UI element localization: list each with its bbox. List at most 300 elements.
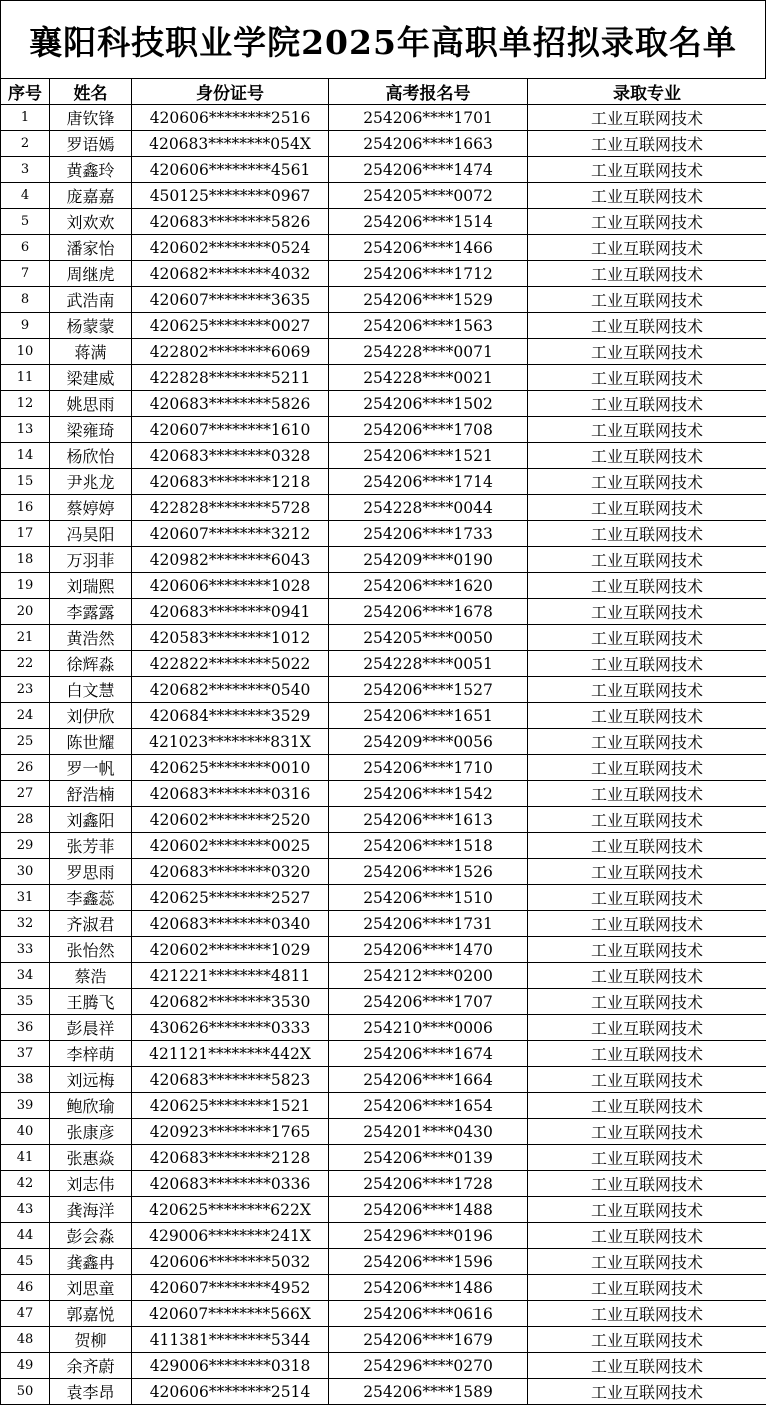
table-row (1, 1145, 766, 1171)
cell-exam-number: 254206****1529 (329, 287, 528, 313)
cell-seq: 6 (1, 235, 50, 261)
cell-exam-number: 254206****1488 (329, 1197, 528, 1223)
cell-name: 刘远梅 (50, 1067, 132, 1093)
table-row (1, 781, 766, 807)
table-row (1, 521, 766, 547)
cell-seq: 28 (1, 807, 50, 833)
table-row (1, 1379, 766, 1405)
cell-seq: 18 (1, 547, 50, 573)
cell-id-number: 411381********5344 (132, 1327, 329, 1353)
cell-major: 工业互联网技术 (528, 313, 766, 339)
table-row (1, 859, 766, 885)
cell-name: 周继虎 (50, 261, 132, 287)
cell-name: 唐钦锋 (50, 105, 132, 131)
cell-seq: 33 (1, 937, 50, 963)
cell-major: 工业互联网技术 (528, 105, 766, 131)
cell-exam-number: 254206****0139 (329, 1145, 528, 1171)
cell-major: 工业互联网技术 (528, 807, 766, 833)
cell-id-number: 422802********6069 (132, 339, 329, 365)
header-major: 录取专业 (528, 79, 766, 105)
header-name: 姓名 (50, 79, 132, 105)
cell-major: 工业互联网技术 (528, 1067, 766, 1093)
cell-seq: 17 (1, 521, 50, 547)
cell-name: 罗语嫣 (50, 131, 132, 157)
cell-seq: 16 (1, 495, 50, 521)
cell-seq: 9 (1, 313, 50, 339)
cell-major: 工业互联网技术 (528, 235, 766, 261)
cell-id-number: 420683********0336 (132, 1171, 329, 1197)
cell-major: 工业互联网技术 (528, 547, 766, 573)
cell-name: 张怡然 (50, 937, 132, 963)
cell-exam-number: 254206****1589 (329, 1379, 528, 1405)
cell-major: 工业互联网技术 (528, 1223, 766, 1249)
cell-id-number: 422828********5728 (132, 495, 329, 521)
cell-id-number: 420923********1765 (132, 1119, 329, 1145)
table-row (1, 547, 766, 573)
table-row (1, 1327, 766, 1353)
cell-id-number: 420682********4032 (132, 261, 329, 287)
cell-name: 白文慧 (50, 677, 132, 703)
table-row (1, 963, 766, 989)
cell-name: 罗思雨 (50, 859, 132, 885)
cell-exam-number: 254205****0050 (329, 625, 528, 651)
cell-id-number: 420625********0027 (132, 313, 329, 339)
table-row (1, 469, 766, 495)
table-row (1, 573, 766, 599)
cell-name: 梁雍琦 (50, 417, 132, 443)
cell-name: 齐淑君 (50, 911, 132, 937)
cell-exam-number: 254206****1613 (329, 807, 528, 833)
cell-name: 冯昊阳 (50, 521, 132, 547)
cell-major: 工业互联网技术 (528, 703, 766, 729)
cell-name: 刘伊欣 (50, 703, 132, 729)
cell-seq: 13 (1, 417, 50, 443)
cell-exam-number: 254206****1466 (329, 235, 528, 261)
cell-major: 工业互联网技术 (528, 859, 766, 885)
cell-id-number: 420683********0316 (132, 781, 329, 807)
table-row (1, 235, 766, 261)
cell-name: 黄鑫玲 (50, 157, 132, 183)
cell-name: 杨欣怡 (50, 443, 132, 469)
cell-id-number: 420683********054X (132, 131, 329, 157)
cell-exam-number: 254206****1728 (329, 1171, 528, 1197)
cell-exam-number: 254206****1731 (329, 911, 528, 937)
cell-major: 工业互联网技术 (528, 1015, 766, 1041)
cell-id-number: 420982********6043 (132, 547, 329, 573)
cell-id-number: 420683********0941 (132, 599, 329, 625)
table-row (1, 1197, 766, 1223)
cell-id-number: 450125********0967 (132, 183, 329, 209)
table-row (1, 157, 766, 183)
cell-major: 工业互联网技术 (528, 365, 766, 391)
cell-exam-number: 254206****1710 (329, 755, 528, 781)
cell-id-number: 420683********0328 (132, 443, 329, 469)
cell-exam-number: 254228****0051 (329, 651, 528, 677)
cell-exam-number: 254206****1521 (329, 443, 528, 469)
table-row (1, 729, 766, 755)
cell-name: 武浩南 (50, 287, 132, 313)
cell-exam-number: 254206****1542 (329, 781, 528, 807)
cell-name: 徐辉淼 (50, 651, 132, 677)
cell-name: 陈世耀 (50, 729, 132, 755)
cell-exam-number: 254206****1663 (329, 131, 528, 157)
cell-major: 工业互联网技术 (528, 521, 766, 547)
cell-major: 工业互联网技术 (528, 339, 766, 365)
cell-exam-number: 254210****0006 (329, 1015, 528, 1041)
cell-seq: 30 (1, 859, 50, 885)
cell-seq: 36 (1, 1015, 50, 1041)
table-row (1, 651, 766, 677)
table-row (1, 443, 766, 469)
table-row (1, 339, 766, 365)
cell-major: 工业互联网技术 (528, 1249, 766, 1275)
cell-name: 蔡浩 (50, 963, 132, 989)
cell-id-number: 420683********5826 (132, 209, 329, 235)
cell-seq: 41 (1, 1145, 50, 1171)
cell-seq: 8 (1, 287, 50, 313)
table-row (1, 1093, 766, 1119)
cell-name: 舒浩楠 (50, 781, 132, 807)
cell-seq: 40 (1, 1119, 50, 1145)
cell-major: 工业互联网技术 (528, 599, 766, 625)
cell-seq: 43 (1, 1197, 50, 1223)
cell-name: 刘欢欢 (50, 209, 132, 235)
cell-seq: 11 (1, 365, 50, 391)
cell-id-number: 420606********2514 (132, 1379, 329, 1405)
cell-id-number: 420625********622X (132, 1197, 329, 1223)
cell-major: 工业互联网技术 (528, 1197, 766, 1223)
cell-name: 李梓萌 (50, 1041, 132, 1067)
cell-exam-number: 254206****1514 (329, 209, 528, 235)
cell-seq: 5 (1, 209, 50, 235)
cell-name: 鲍欣瑜 (50, 1093, 132, 1119)
cell-name: 贺柳 (50, 1327, 132, 1353)
table-row (1, 1353, 766, 1379)
cell-exam-number: 254228****0044 (329, 495, 528, 521)
cell-id-number: 420606********4561 (132, 157, 329, 183)
cell-seq: 4 (1, 183, 50, 209)
cell-id-number: 420625********2527 (132, 885, 329, 911)
cell-major: 工业互联网技术 (528, 781, 766, 807)
cell-seq: 23 (1, 677, 50, 703)
cell-seq: 39 (1, 1093, 50, 1119)
cell-exam-number: 254206****1651 (329, 703, 528, 729)
cell-exam-number: 254206****1620 (329, 573, 528, 599)
cell-major: 工业互联网技术 (528, 1353, 766, 1379)
cell-seq: 15 (1, 469, 50, 495)
cell-major: 工业互联网技术 (528, 937, 766, 963)
cell-name: 彭晨祥 (50, 1015, 132, 1041)
cell-id-number: 420682********0540 (132, 677, 329, 703)
cell-name: 李鑫蕊 (50, 885, 132, 911)
table-body (1, 105, 766, 1405)
cell-major: 工业互联网技术 (528, 1145, 766, 1171)
cell-id-number: 420683********0320 (132, 859, 329, 885)
cell-seq: 34 (1, 963, 50, 989)
table-row (1, 1041, 766, 1067)
cell-exam-number: 254209****0056 (329, 729, 528, 755)
table-row (1, 755, 766, 781)
table-row (1, 703, 766, 729)
cell-seq: 29 (1, 833, 50, 859)
cell-id-number: 420683********5826 (132, 391, 329, 417)
cell-major: 工业互联网技术 (528, 157, 766, 183)
cell-name: 万羽菲 (50, 547, 132, 573)
table-row (1, 105, 766, 131)
table-row (1, 313, 766, 339)
cell-major: 工业互联网技术 (528, 1327, 766, 1353)
cell-exam-number: 254206****1526 (329, 859, 528, 885)
cell-seq: 21 (1, 625, 50, 651)
table-row (1, 1067, 766, 1093)
cell-major: 工业互联网技术 (528, 885, 766, 911)
cell-seq: 42 (1, 1171, 50, 1197)
cell-name: 蔡婷婷 (50, 495, 132, 521)
cell-name: 龚鑫冉 (50, 1249, 132, 1275)
table-header-row (1, 79, 766, 105)
cell-id-number: 420602********0025 (132, 833, 329, 859)
table-row (1, 807, 766, 833)
cell-major: 工业互联网技术 (528, 131, 766, 157)
cell-name: 张芳菲 (50, 833, 132, 859)
cell-seq: 32 (1, 911, 50, 937)
table-row (1, 1119, 766, 1145)
cell-seq: 45 (1, 1249, 50, 1275)
cell-exam-number: 254206****0616 (329, 1301, 528, 1327)
cell-seq: 2 (1, 131, 50, 157)
cell-seq: 3 (1, 157, 50, 183)
cell-seq: 24 (1, 703, 50, 729)
cell-name: 黄浩然 (50, 625, 132, 651)
cell-id-number: 420607********3635 (132, 287, 329, 313)
cell-name: 余齐蔚 (50, 1353, 132, 1379)
cell-exam-number: 254206****1701 (329, 105, 528, 131)
cell-major: 工业互联网技术 (528, 1379, 766, 1405)
cell-exam-number: 254206****1678 (329, 599, 528, 625)
cell-exam-number: 254206****1707 (329, 989, 528, 1015)
cell-seq: 26 (1, 755, 50, 781)
header-id-number: 身份证号 (132, 79, 329, 105)
cell-id-number: 420607********566X (132, 1301, 329, 1327)
cell-major: 工业互联网技术 (528, 261, 766, 287)
cell-name: 袁李昂 (50, 1379, 132, 1405)
cell-seq: 25 (1, 729, 50, 755)
cell-id-number: 420607********4952 (132, 1275, 329, 1301)
cell-id-number: 420602********0524 (132, 235, 329, 261)
table-row (1, 599, 766, 625)
cell-seq: 19 (1, 573, 50, 599)
cell-id-number: 420683********0340 (132, 911, 329, 937)
cell-seq: 50 (1, 1379, 50, 1405)
cell-name: 潘家怡 (50, 235, 132, 261)
cell-id-number: 421221********4811 (132, 963, 329, 989)
table-row (1, 937, 766, 963)
cell-seq: 37 (1, 1041, 50, 1067)
cell-major: 工业互联网技术 (528, 417, 766, 443)
cell-id-number: 420625********1521 (132, 1093, 329, 1119)
table-row (1, 417, 766, 443)
cell-name: 姚思雨 (50, 391, 132, 417)
cell-exam-number: 254206****1510 (329, 885, 528, 911)
cell-exam-number: 254206****1674 (329, 1041, 528, 1067)
table-row (1, 1249, 766, 1275)
cell-major: 工业互联网技术 (528, 1093, 766, 1119)
cell-seq: 14 (1, 443, 50, 469)
cell-exam-number: 254206****1596 (329, 1249, 528, 1275)
table-row (1, 131, 766, 157)
cell-id-number: 429006********0318 (132, 1353, 329, 1379)
cell-id-number: 421121********442X (132, 1041, 329, 1067)
cell-exam-number: 254206****1654 (329, 1093, 528, 1119)
cell-major: 工业互联网技术 (528, 625, 766, 651)
cell-exam-number: 254206****1679 (329, 1327, 528, 1353)
cell-id-number: 422822********5022 (132, 651, 329, 677)
cell-major: 工业互联网技术 (528, 183, 766, 209)
cell-name: 李露露 (50, 599, 132, 625)
table-row (1, 833, 766, 859)
cell-name: 蒋满 (50, 339, 132, 365)
table-row (1, 885, 766, 911)
cell-id-number: 420606********2516 (132, 105, 329, 131)
cell-name: 刘瑞熙 (50, 573, 132, 599)
cell-major: 工业互联网技术 (528, 911, 766, 937)
cell-major: 工业互联网技术 (528, 1275, 766, 1301)
cell-seq: 7 (1, 261, 50, 287)
cell-exam-number: 254201****0430 (329, 1119, 528, 1145)
cell-major: 工业互联网技术 (528, 391, 766, 417)
cell-exam-number: 254228****0071 (329, 339, 528, 365)
cell-name: 张惠焱 (50, 1145, 132, 1171)
cell-major: 工业互联网技术 (528, 677, 766, 703)
cell-name: 刘思童 (50, 1275, 132, 1301)
cell-major: 工业互联网技术 (528, 1301, 766, 1327)
cell-exam-number: 254206****1563 (329, 313, 528, 339)
table-row (1, 1223, 766, 1249)
cell-seq: 10 (1, 339, 50, 365)
cell-major: 工业互联网技术 (528, 833, 766, 859)
cell-exam-number: 254206****1527 (329, 677, 528, 703)
table-row (1, 1275, 766, 1301)
cell-id-number: 420682********3530 (132, 989, 329, 1015)
cell-major: 工业互联网技术 (528, 443, 766, 469)
cell-name: 罗一帆 (50, 755, 132, 781)
cell-id-number: 420606********1028 (132, 573, 329, 599)
cell-major: 工业互联网技术 (528, 989, 766, 1015)
cell-major: 工业互联网技术 (528, 209, 766, 235)
cell-exam-number: 254206****1486 (329, 1275, 528, 1301)
cell-seq: 20 (1, 599, 50, 625)
cell-name: 张康彦 (50, 1119, 132, 1145)
table-row (1, 365, 766, 391)
cell-seq: 44 (1, 1223, 50, 1249)
table-row (1, 989, 766, 1015)
cell-name: 庞嘉嘉 (50, 183, 132, 209)
table-row (1, 261, 766, 287)
cell-exam-number: 254212****0200 (329, 963, 528, 989)
cell-seq: 1 (1, 105, 50, 131)
cell-exam-number: 254206****1470 (329, 937, 528, 963)
cell-id-number: 420684********3529 (132, 703, 329, 729)
cell-name: 梁建威 (50, 365, 132, 391)
table-row (1, 1015, 766, 1041)
cell-id-number: 422828********5211 (132, 365, 329, 391)
cell-seq: 47 (1, 1301, 50, 1327)
cell-name: 龚海洋 (50, 1197, 132, 1223)
cell-id-number: 420625********0010 (132, 755, 329, 781)
cell-name: 刘志伟 (50, 1171, 132, 1197)
cell-exam-number: 254296****0196 (329, 1223, 528, 1249)
table-row (1, 911, 766, 937)
cell-exam-number: 254206****1733 (329, 521, 528, 547)
cell-major: 工业互联网技术 (528, 755, 766, 781)
cell-major: 工业互联网技术 (528, 287, 766, 313)
cell-exam-number: 254206****1518 (329, 833, 528, 859)
cell-major: 工业互联网技术 (528, 651, 766, 677)
cell-seq: 49 (1, 1353, 50, 1379)
cell-seq: 35 (1, 989, 50, 1015)
cell-name: 刘鑫阳 (50, 807, 132, 833)
cell-exam-number: 254296****0270 (329, 1353, 528, 1379)
cell-seq: 48 (1, 1327, 50, 1353)
cell-exam-number: 254205****0072 (329, 183, 528, 209)
document-title: 襄阳科技职业学院2025年高职单招拟录取名单 (0, 0, 766, 78)
table-row (1, 495, 766, 521)
cell-seq: 38 (1, 1067, 50, 1093)
cell-id-number: 420683********5823 (132, 1067, 329, 1093)
cell-name: 王腾飞 (50, 989, 132, 1015)
table-row (1, 287, 766, 313)
cell-seq: 27 (1, 781, 50, 807)
header-seq: 序号 (1, 79, 50, 105)
table-row (1, 391, 766, 417)
cell-name: 彭会淼 (50, 1223, 132, 1249)
cell-major: 工业互联网技术 (528, 1171, 766, 1197)
cell-id-number: 420607********3212 (132, 521, 329, 547)
admission-table (0, 78, 766, 1405)
header-exam-number: 高考报名号 (329, 79, 528, 105)
cell-id-number: 420583********1012 (132, 625, 329, 651)
cell-id-number: 420683********2128 (132, 1145, 329, 1171)
cell-exam-number: 254206****1474 (329, 157, 528, 183)
cell-exam-number: 254206****1708 (329, 417, 528, 443)
table-row (1, 1301, 766, 1327)
cell-major: 工业互联网技术 (528, 1041, 766, 1067)
cell-name: 杨蒙蒙 (50, 313, 132, 339)
cell-exam-number: 254206****1712 (329, 261, 528, 287)
cell-name: 尹兆龙 (50, 469, 132, 495)
cell-exam-number: 254206****1502 (329, 391, 528, 417)
cell-id-number: 420606********5032 (132, 1249, 329, 1275)
cell-id-number: 420602********2520 (132, 807, 329, 833)
cell-exam-number: 254206****1664 (329, 1067, 528, 1093)
cell-id-number: 421023********831X (132, 729, 329, 755)
cell-exam-number: 254206****1714 (329, 469, 528, 495)
cell-id-number: 420683********1218 (132, 469, 329, 495)
cell-id-number: 420607********1610 (132, 417, 329, 443)
table-row (1, 625, 766, 651)
cell-seq: 22 (1, 651, 50, 677)
cell-exam-number: 254228****0021 (329, 365, 528, 391)
cell-major: 工业互联网技术 (528, 495, 766, 521)
cell-major: 工业互联网技术 (528, 729, 766, 755)
cell-name: 郭嘉悦 (50, 1301, 132, 1327)
cell-exam-number: 254209****0190 (329, 547, 528, 573)
cell-major: 工业互联网技术 (528, 469, 766, 495)
cell-major: 工业互联网技术 (528, 963, 766, 989)
cell-id-number: 430626********0333 (132, 1015, 329, 1041)
cell-seq: 31 (1, 885, 50, 911)
cell-id-number: 420602********1029 (132, 937, 329, 963)
